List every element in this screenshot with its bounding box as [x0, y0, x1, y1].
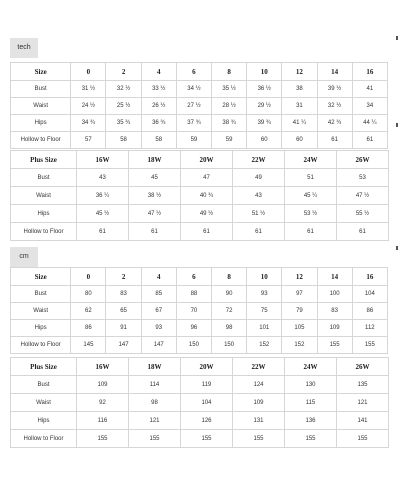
table-cell: 92: [77, 394, 129, 412]
table-cell: 101: [247, 320, 282, 337]
table-cell: 112: [352, 320, 387, 337]
table-cell: 61: [77, 223, 129, 241]
table-row: [11, 337, 388, 354]
header-cell: 14: [317, 268, 352, 286]
table-cell: 86: [352, 303, 387, 320]
unit-tag-cm: cm: [10, 247, 38, 267]
table-cell: 65: [106, 303, 141, 320]
header-cell: 10: [247, 63, 282, 81]
header-cell: 22W: [233, 358, 285, 376]
table-cell: 27 ½: [176, 98, 211, 115]
table-cell: 119: [181, 376, 233, 394]
table-cell: 51: [285, 169, 337, 187]
table-cell: 126: [181, 412, 233, 430]
table-row: [11, 81, 388, 98]
header-cell: 8: [212, 268, 247, 286]
table-cell: 28 ½: [212, 98, 247, 115]
header-cell: Plus Size: [11, 151, 77, 169]
edge-mark: [396, 36, 398, 40]
unit-tag-tech: tech: [10, 38, 38, 58]
table-cell: 93: [247, 286, 282, 303]
table-cell: 61: [129, 223, 181, 241]
table-cell: 39 ½: [317, 81, 352, 98]
table-cell: 61: [181, 223, 233, 241]
table-cell: 47: [181, 169, 233, 187]
table-row: [11, 394, 389, 412]
table-cell: 80: [71, 286, 106, 303]
table-cell: 155: [77, 430, 129, 448]
table-cell: 155: [181, 430, 233, 448]
table-cell: 75: [247, 303, 282, 320]
header-cell: 26W: [337, 151, 389, 169]
table-cell: 85: [141, 286, 176, 303]
table-cell: 114: [129, 376, 181, 394]
tech-size-chart: [10, 38, 390, 233]
row-label: Bust: [11, 286, 71, 303]
header-cell: 16: [352, 268, 387, 286]
row-label: Hollow to Floor: [11, 337, 71, 354]
table-cell: 35 ½: [212, 81, 247, 98]
header-cell: Size: [11, 268, 71, 286]
table-cell: 155: [317, 337, 352, 354]
header-cell: 2: [106, 268, 141, 286]
table-cell: 59: [212, 132, 247, 149]
header-cell: 22W: [233, 151, 285, 169]
header-cell: 26W: [337, 358, 389, 376]
table-cell: 150: [176, 337, 211, 354]
table-cell: 32 ½: [317, 98, 352, 115]
header-cell: 8: [212, 63, 247, 81]
table-row: [11, 223, 389, 241]
table-cell: 131: [233, 412, 285, 430]
header-cell: 2: [106, 63, 141, 81]
table-row: [11, 169, 389, 187]
table-header-row: [11, 358, 389, 376]
header-cell: 6: [176, 63, 211, 81]
row-label: Bust: [11, 169, 77, 187]
table-cell: 45: [129, 169, 181, 187]
table-cell: 100: [317, 286, 352, 303]
table-cell: 42 ¾: [317, 115, 352, 132]
table-cell: 61: [317, 132, 352, 149]
header-cell: 6: [176, 268, 211, 286]
table-cell: 26 ½: [141, 98, 176, 115]
table-cell: 59: [176, 132, 211, 149]
table-cell: 121: [129, 412, 181, 430]
table-cell: 58: [141, 132, 176, 149]
cm-plus-table: [10, 357, 389, 448]
table-header-row: [11, 63, 388, 81]
table-cell: 39 ¾: [247, 115, 282, 132]
header-cell: 16W: [77, 151, 129, 169]
table-cell: 105: [282, 320, 317, 337]
table-cell: 135: [337, 376, 389, 394]
row-label: Hips: [11, 412, 77, 430]
header-cell: 16W: [77, 358, 129, 376]
edge-mark: [396, 246, 398, 250]
table-cell: 38 ½: [129, 187, 181, 205]
row-label: Waist: [11, 98, 71, 115]
table-cell: 152: [282, 337, 317, 354]
row-label: Hips: [11, 115, 71, 132]
table-cell: 31 ½: [71, 81, 106, 98]
table-cell: 79: [282, 303, 317, 320]
table-cell: 124: [233, 376, 285, 394]
row-label: Hips: [11, 320, 71, 337]
table-cell: 72: [212, 303, 247, 320]
table-cell: 24 ½: [71, 98, 106, 115]
header-cell: 12: [282, 268, 317, 286]
table-cell: 49 ½: [181, 205, 233, 223]
table-cell: 36 ¾: [141, 115, 176, 132]
table-cell: 98: [212, 320, 247, 337]
table-cell: 141: [337, 412, 389, 430]
table-cell: 29 ½: [247, 98, 282, 115]
table-cell: 43: [233, 187, 285, 205]
table-cell: 115: [285, 394, 337, 412]
table-cell: 155: [352, 337, 387, 354]
table-cell: 96: [176, 320, 211, 337]
table-cell: 53 ½: [285, 205, 337, 223]
table-cell: 47 ½: [337, 187, 389, 205]
table-cell: 150: [212, 337, 247, 354]
table-cell: 152: [247, 337, 282, 354]
table-cell: 88: [176, 286, 211, 303]
table-cell: 61: [337, 223, 389, 241]
row-label: Hips: [11, 205, 77, 223]
header-cell: 20W: [181, 358, 233, 376]
header-cell: 20W: [181, 151, 233, 169]
header-cell: 18W: [129, 358, 181, 376]
row-label: Hollow to Floor: [11, 223, 77, 241]
table-cell: 62: [71, 303, 106, 320]
row-label: Bust: [11, 376, 77, 394]
table-cell: 90: [212, 286, 247, 303]
table-cell: 109: [317, 320, 352, 337]
table-cell: 61: [285, 223, 337, 241]
table-header-row: [11, 151, 389, 169]
table-cell: 155: [233, 430, 285, 448]
table-cell: 145: [71, 337, 106, 354]
table-cell: 45 ¼: [285, 187, 337, 205]
table-cell: 41 ¼: [282, 115, 317, 132]
header-cell: Plus Size: [11, 358, 77, 376]
table-cell: 155: [129, 430, 181, 448]
table-cell: 147: [141, 337, 176, 354]
table-cell: 53: [337, 169, 389, 187]
table-cell: 35 ¾: [106, 115, 141, 132]
table-cell: 104: [181, 394, 233, 412]
table-cell: 41: [352, 81, 387, 98]
table-cell: 130: [285, 376, 337, 394]
table-cell: 109: [77, 376, 129, 394]
row-label: Waist: [11, 187, 77, 205]
table-row: [11, 286, 388, 303]
tech-plus-table: [10, 150, 389, 241]
table-cell: 91: [106, 320, 141, 337]
table-cell: 97: [282, 286, 317, 303]
table-cell: 36 ¼: [77, 187, 129, 205]
table-row: [11, 98, 388, 115]
table-cell: 45 ½: [77, 205, 129, 223]
table-cell: 51 ½: [233, 205, 285, 223]
edge-mark: [396, 123, 398, 127]
table-cell: 147: [106, 337, 141, 354]
table-row: [11, 205, 389, 223]
row-label: Hollow to Floor: [11, 132, 71, 149]
table-row: [11, 412, 389, 430]
cm-size-chart: [10, 247, 390, 447]
table-cell: 40 ¾: [181, 187, 233, 205]
table-cell: 36 ½: [247, 81, 282, 98]
table-cell: 93: [141, 320, 176, 337]
table-cell: 43: [77, 169, 129, 187]
table-cell: 61: [233, 223, 285, 241]
table-row: [11, 320, 388, 337]
header-cell: 4: [141, 63, 176, 81]
table-cell: 155: [337, 430, 389, 448]
header-cell: 14: [317, 63, 352, 81]
row-label: Waist: [11, 394, 77, 412]
table-cell: 83: [317, 303, 352, 320]
table-cell: 55 ½: [337, 205, 389, 223]
table-cell: 49: [233, 169, 285, 187]
table-cell: 37 ¾: [176, 115, 211, 132]
table-cell: 60: [282, 132, 317, 149]
table-cell: 60: [247, 132, 282, 149]
table-cell: 33 ½: [141, 81, 176, 98]
table-cell: 34 ½: [176, 81, 211, 98]
header-cell: Size: [11, 63, 71, 81]
table-cell: 34: [352, 98, 387, 115]
header-cell: 0: [71, 63, 106, 81]
table-cell: 116: [77, 412, 129, 430]
table-row: [11, 132, 388, 149]
table-row: [11, 376, 389, 394]
table-cell: 86: [71, 320, 106, 337]
table-cell: 58: [106, 132, 141, 149]
header-cell: 16: [352, 63, 387, 81]
table-row: [11, 187, 389, 205]
table-cell: 31: [282, 98, 317, 115]
cm-main-table: [10, 267, 388, 354]
table-cell: 67: [141, 303, 176, 320]
table-row: [11, 430, 389, 448]
header-cell: 24W: [285, 151, 337, 169]
table-cell: 98: [129, 394, 181, 412]
table-cell: 44 ¼: [352, 115, 387, 132]
table-cell: 38 ¾: [212, 115, 247, 132]
header-cell: 12: [282, 63, 317, 81]
table-cell: 155: [285, 430, 337, 448]
table-cell: 57: [71, 132, 106, 149]
table-cell: 32 ½: [106, 81, 141, 98]
table-cell: 34 ¾: [71, 115, 106, 132]
table-cell: 47 ½: [129, 205, 181, 223]
header-cell: 24W: [285, 358, 337, 376]
table-cell: 104: [352, 286, 387, 303]
table-cell: 61: [352, 132, 387, 149]
table-row: [11, 115, 388, 132]
row-label: Waist: [11, 303, 71, 320]
table-row: [11, 303, 388, 320]
table-cell: 38: [282, 81, 317, 98]
header-cell: 10: [247, 268, 282, 286]
table-cell: 83: [106, 286, 141, 303]
table-cell: 121: [337, 394, 389, 412]
row-label: Hollow to Floor: [11, 430, 77, 448]
table-cell: 25 ½: [106, 98, 141, 115]
table-header-row: [11, 268, 388, 286]
header-cell: 4: [141, 268, 176, 286]
row-label: Bust: [11, 81, 71, 98]
table-cell: 70: [176, 303, 211, 320]
header-cell: 0: [71, 268, 106, 286]
table-cell: 109: [233, 394, 285, 412]
table-cell: 136: [285, 412, 337, 430]
tech-main-table: [10, 62, 388, 149]
header-cell: 18W: [129, 151, 181, 169]
